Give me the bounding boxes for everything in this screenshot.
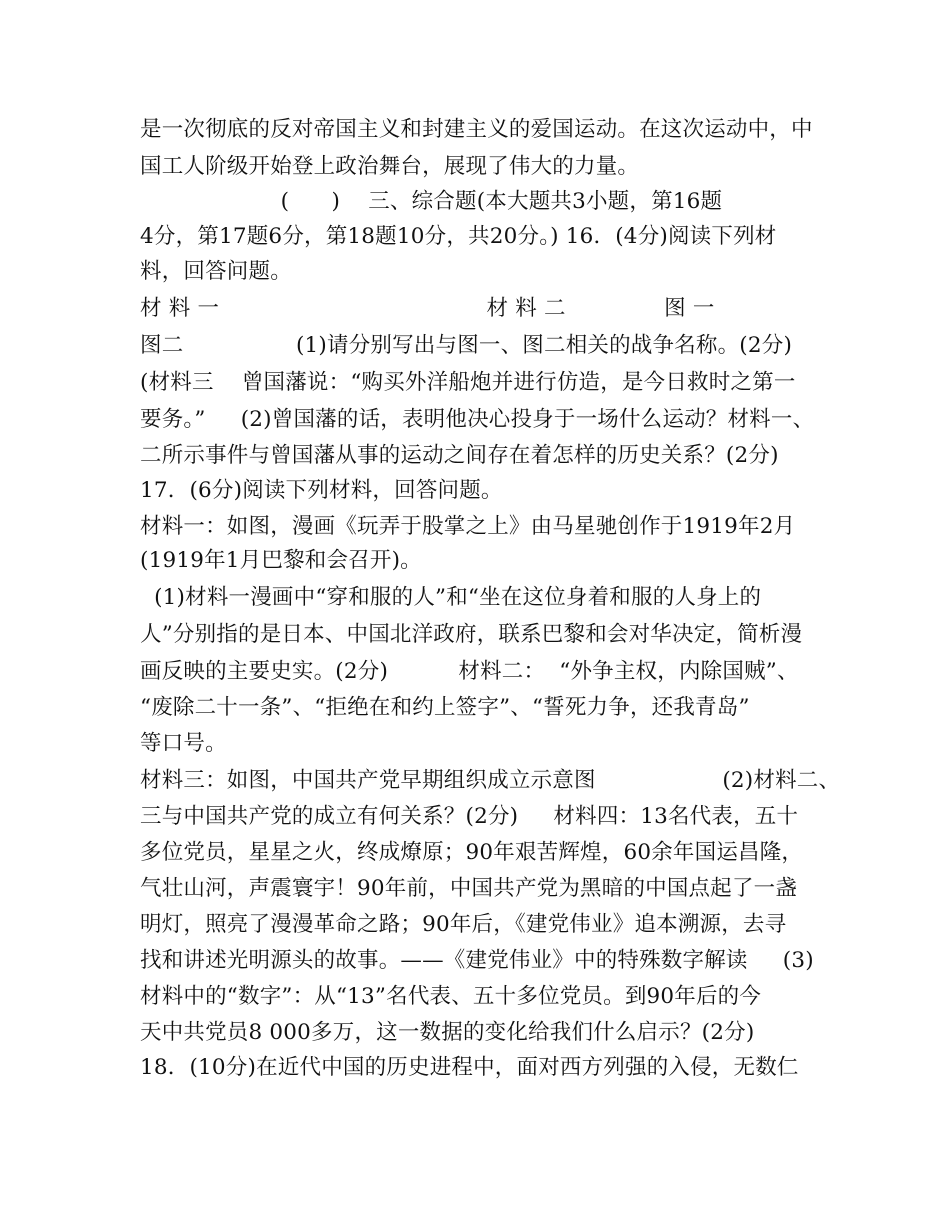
text-line: (1)材料一漫画中“穿和服的人”和“坐在这位身着和服的人身上的 [140,585,762,610]
text-line: 明灯，照亮了漫漫革命之路；90年后，《建党伟业》追本溯源，去寻 [140,912,787,937]
text-line: 是一次彻底的反对帝国主义和封建主义的爱国运动。在这次运动中，中 [140,117,813,142]
text-line: (1919年1月巴黎和会召开)。 [140,548,422,573]
text-line: 17．(6分)阅读下列材料，回答问题。 [140,478,503,503]
text-line: 材 料 一 材 料 二 图 一 [140,296,715,321]
text-line: 画反映的主要史实。(2分) 材料二： “外争主权，内除国贼”、 [140,659,799,684]
text-line: 天中共党员8 000多万，这一数据的变化给我们什么启示？(2分) [140,1020,755,1045]
text-line: 三与中国共产党的成立有何关系？(2分) 材料四：13名代表，五十 [140,804,799,829]
text-line: 18．(10分)在近代中国的历史进程中，面对西方列强的入侵，无数仁 [140,1055,799,1080]
text-line: (材料三 曾国藩说：“购买外洋船炮并进行仿造，是今日救时之第一 [140,370,796,395]
text-line: 人”分别指的是日本、中国北洋政府，联系巴黎和会对华决定，简析漫 [140,622,803,647]
text-line: 找和讲述光明源头的故事。——《建党伟业》中的特殊数字解读 (3) [140,948,814,973]
text-line: 图二 (1)请分别写出与图一、图二相关的战争名称。(2分) [140,333,793,358]
text-line: 材料一：如图，漫画《玩弄于股掌之上》由马星驰创作于1919年2月 [140,514,796,539]
text-line: 要务。” (2)曾国藩的话，表明他决心投身于一场什么运动？材料一、 [140,407,815,432]
text-line: 等口号。 [140,731,227,756]
text-line: 二所示事件与曾国藩从事的运动之间存在着怎样的历史关系？(2分) [140,443,779,468]
text-line: 国工人阶级开始登上政治舞台，展现了伟大的力量。 [140,154,640,179]
text-line: 多位党员，星星之火，终成燎原；90年艰苦辉煌，60余年国运昌隆， [140,840,804,865]
text-line: 4分，第17题6分，第18题10分，共20分。) 16．(4分)阅读下列材 [140,224,777,249]
text-line: 材料三：如图，中国共产党早期组织成立示意图 (2)材料二、 [140,768,841,793]
text-line: 气壮山河，声震寰宇！90年前，中国共产党为黑暗的中国点起了一盏 [140,876,798,901]
text-line: “废除二十一条”、“拒绝在和约上签字”、“誓死力争，还我青岛” [140,695,750,720]
text-line: ( ) 三、综合题(本大题共3小题，第16题 [140,189,723,214]
text-line: 材料中的“数字”：从“13”名代表、五十多位党员。到90年后的今 [140,984,762,1009]
text-line: 料，回答问题。 [140,259,292,284]
